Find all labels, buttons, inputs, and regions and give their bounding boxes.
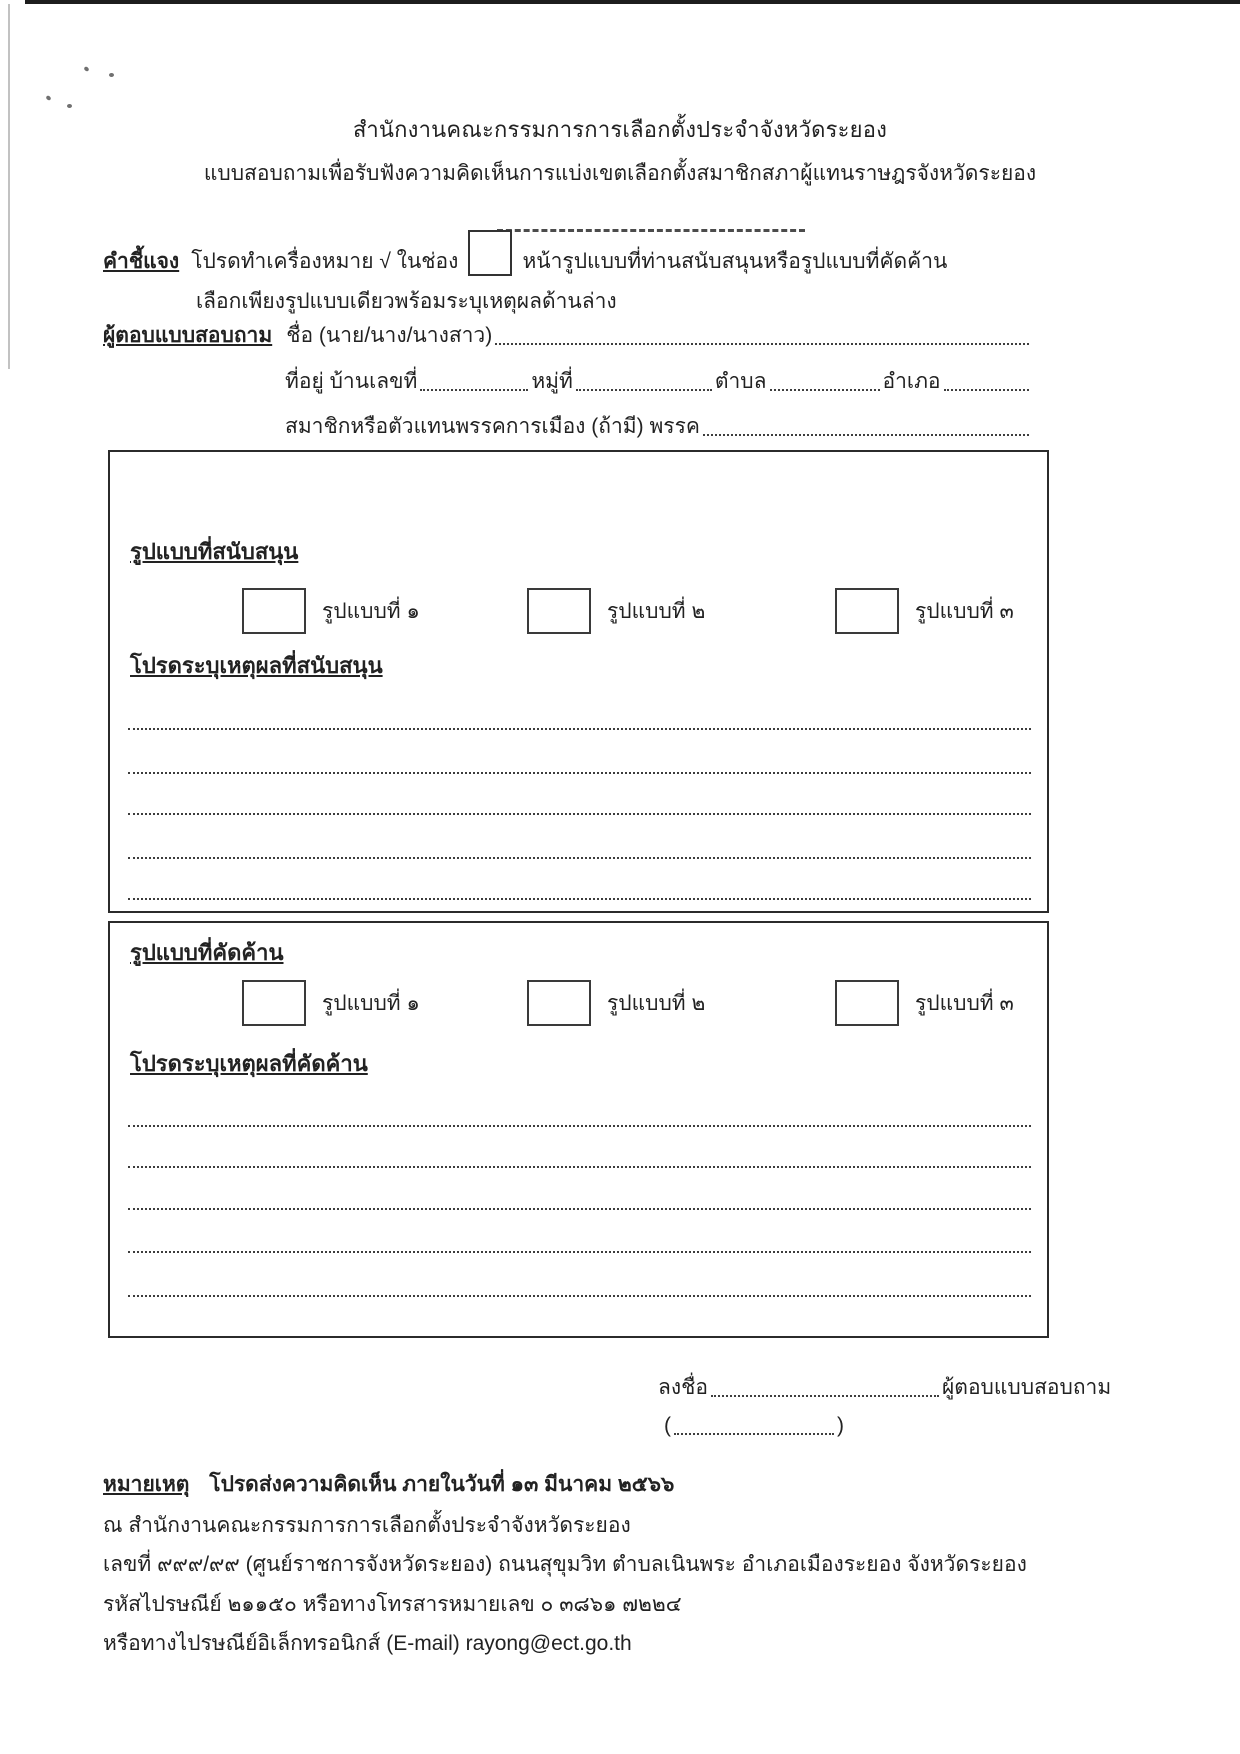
support-reason-heading: โปรดระบุเหตุผลที่สนับสนุน	[130, 653, 383, 678]
amphoe-label: อำเภอ	[882, 370, 941, 393]
oppose-option-3-checkbox[interactable]	[835, 980, 899, 1026]
footer-address-line: เลขที่ ๙๙๙/๙๙ (ศูนย์ราชการจังหวัดระยอง) ถนนสุขุมวิท ตำบลเนินพระ อำเภอเมืองระยอง จังหวัดระยอง	[103, 1553, 1027, 1576]
support-option-1	[242, 588, 420, 634]
party-fill-line[interactable]	[703, 430, 1029, 436]
oppose-reason-line-4[interactable]	[128, 1251, 1031, 1253]
support-reason-line-2[interactable]	[128, 772, 1031, 774]
support-option-1-checkbox[interactable]	[242, 588, 306, 634]
oppose-section-box	[108, 921, 1049, 1338]
support-option-3-checkbox[interactable]	[835, 588, 899, 634]
scan-speck	[83, 66, 89, 72]
tambon-fill-line[interactable]	[770, 385, 880, 391]
oppose-option-2	[527, 980, 705, 1026]
footer-email-line: หรือทางไปรษณีย์อิเล็กทรอนิกส์ (E-mail) rayong@ect.go.th	[103, 1632, 632, 1655]
oppose-option-1-label: รูปแบบที่ ๑	[322, 991, 420, 1015]
name-field-label: ชื่อ (นาย/นาง/นางสาว)	[286, 324, 493, 347]
support-section-box	[108, 450, 1049, 913]
scan-speck	[45, 95, 51, 101]
amphoe-fill-line[interactable]	[944, 385, 1029, 391]
tambon-label: ตำบล	[714, 370, 767, 393]
support-option-1-label: รูปแบบที่ ๑	[322, 599, 420, 623]
footer-office-line: ณ สำนักงานคณะกรรมการการเลือกตั้งประจำจังหวัดระยอง	[103, 1514, 631, 1537]
oppose-option-3	[835, 980, 1014, 1026]
moo-label: หมู่ที่	[531, 370, 573, 393]
house-no-fill-line[interactable]	[420, 385, 528, 391]
oppose-option-3-label: รูปแบบที่ ๓	[915, 991, 1014, 1015]
respondent-label: ผู้ตอบแบบสอบถาม	[103, 324, 273, 347]
support-heading: รูปแบบที่สนับสนุน	[130, 539, 299, 564]
support-option-2	[527, 588, 705, 634]
oppose-reason-line-2[interactable]	[128, 1166, 1031, 1168]
instruction-text-before: โปรดทำเครื่องหมาย √ ในช่อง	[191, 249, 459, 273]
support-option-3-label: รูปแบบที่ ๓	[915, 599, 1014, 623]
signature-row	[658, 1374, 1111, 1402]
footer-note-row	[103, 1468, 674, 1501]
signature-fill-line[interactable]	[711, 1391, 939, 1397]
footer-postal-fax-line: รหัสไปรษณีย์ ๒๑๑๕๐ หรือทางโทรสารหมายเลข ๐ ๓๘๖๑ ๗๒๒๔	[103, 1593, 682, 1616]
party-row	[285, 413, 1032, 441]
instruction-text-after: หน้ารูปแบบที่ท่านสนับสนุนหรือรูปแบบที่คัดค้าน	[522, 249, 948, 273]
instruction-label: คำชี้แจง	[103, 249, 180, 273]
note-label: หมายเหตุ	[103, 1473, 190, 1496]
paren-open: (	[664, 1414, 671, 1437]
respondent-name-row	[103, 322, 1032, 350]
support-reason-line-3[interactable]	[128, 813, 1031, 815]
oppose-reason-line-5[interactable]	[128, 1295, 1031, 1297]
form-title: แบบสอบถามเพื่อรับฟังความคิดเห็นการแบ่งเขตเลือกตั้งสมาชิกสภาผู้แทนราษฎรจังหวัดระยอง	[203, 162, 1037, 185]
oppose-option-2-label: รูปแบบที่ ๒	[607, 991, 706, 1015]
oppose-reason-heading: โปรดระบุเหตุผลที่คัดค้าน	[130, 1051, 368, 1076]
oppose-option-1-checkbox[interactable]	[242, 980, 306, 1026]
instruction-row	[103, 230, 947, 276]
agency-title: สำนักงานคณะกรรมการการเลือกตั้งประจำจังหวัดระยอง	[352, 117, 888, 142]
support-option-2-label: รูปแบบที่ ๒	[607, 599, 706, 623]
note-deadline-text: โปรดส่งความคิดเห็น ภายในวันที่ ๑๓ มีนาคม ๒๕๖๖	[209, 1473, 675, 1496]
scan-speck	[109, 73, 114, 77]
oppose-heading: รูปแบบที่คัดค้าน	[130, 940, 284, 965]
name-fill-line[interactable]	[495, 339, 1029, 345]
paren-close: )	[837, 1414, 844, 1437]
address-label: ที่อยู่ บ้านเลขที่	[285, 370, 418, 393]
support-reason-line-1[interactable]	[128, 728, 1031, 730]
sign-label: ลงชื่อ	[658, 1376, 708, 1399]
party-label: สมาชิกหรือตัวแทนพรรคการเมือง (ถ้ามี) พรรค	[285, 415, 700, 438]
instruction-row-2	[196, 288, 617, 316]
example-checkbox[interactable]	[468, 230, 512, 276]
address-row	[285, 368, 1032, 396]
moo-fill-line[interactable]	[576, 385, 712, 391]
scan-speck	[67, 104, 72, 108]
signature-name-row	[664, 1412, 844, 1440]
support-option-2-checkbox[interactable]	[527, 588, 591, 634]
signature-name-fill-line[interactable]	[674, 1429, 834, 1435]
oppose-option-2-checkbox[interactable]	[527, 980, 591, 1026]
oppose-reason-line-3[interactable]	[128, 1208, 1031, 1210]
scan-top-edge-artifact	[25, 0, 1240, 4]
oppose-reason-line-1[interactable]	[128, 1125, 1031, 1127]
signer-role-label: ผู้ตอบแบบสอบถาม	[942, 1376, 1112, 1399]
support-option-3	[835, 588, 1014, 634]
support-reason-line-4[interactable]	[128, 857, 1031, 859]
oppose-option-1	[242, 980, 420, 1026]
support-reason-line-5[interactable]	[128, 898, 1031, 900]
instruction-line2: เลือกเพียงรูปแบบเดียวพร้อมระบุเหตุผลด้านล่าง	[196, 290, 617, 313]
